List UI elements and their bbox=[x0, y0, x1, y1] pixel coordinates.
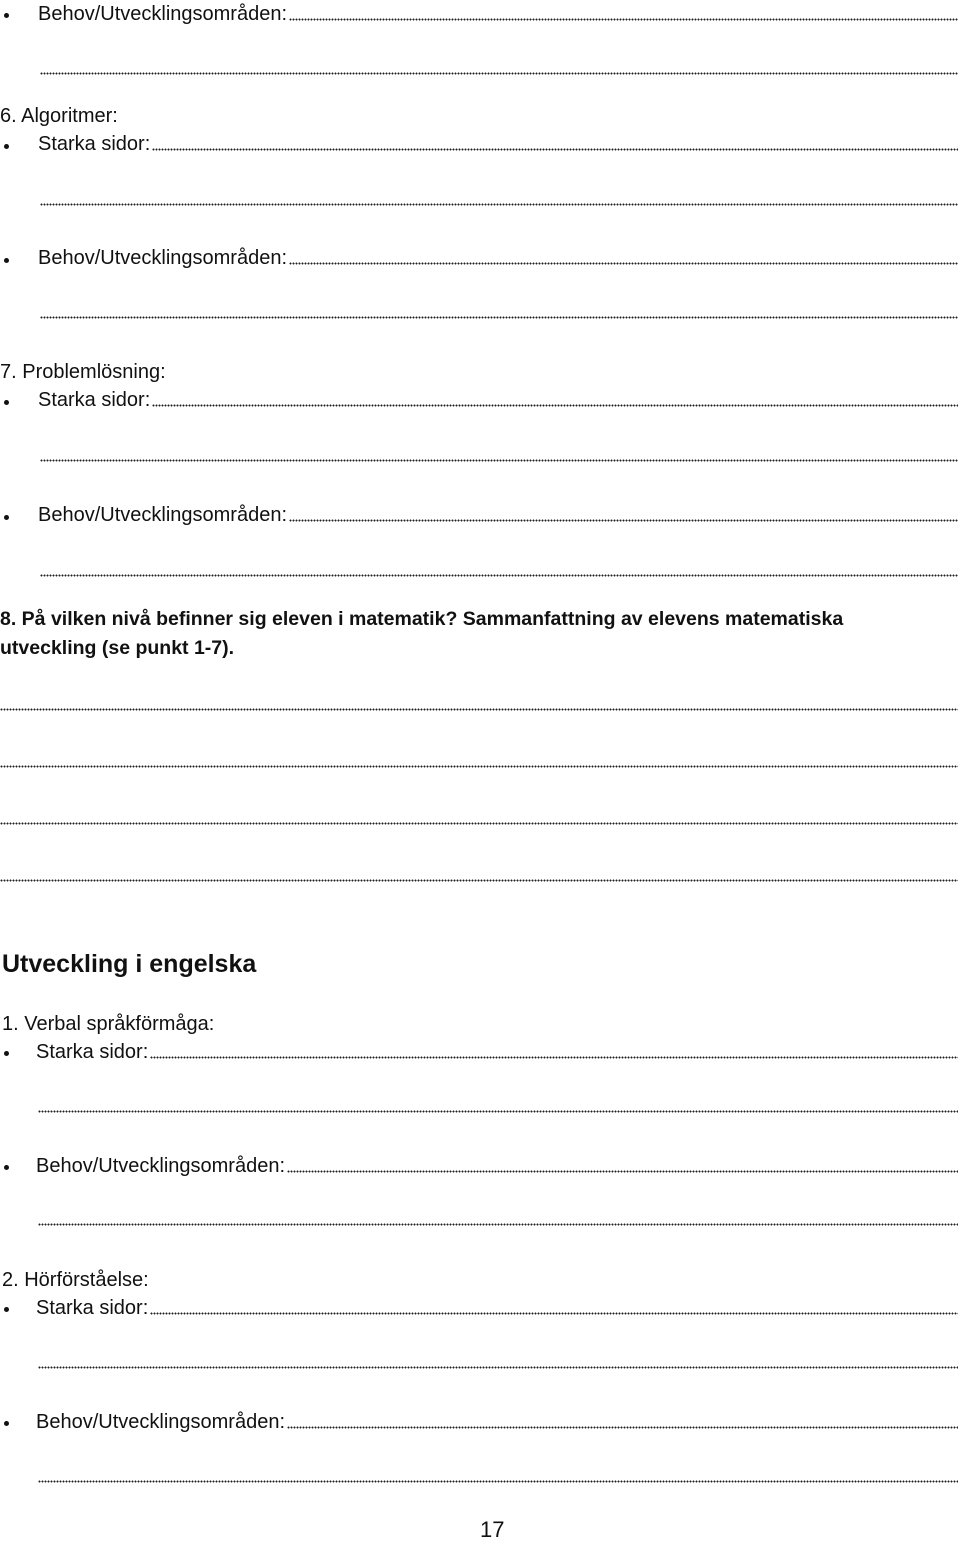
dotted-line[interactable] bbox=[38, 1480, 958, 1483]
strengths-label: Starka sidor: bbox=[36, 1297, 149, 1319]
needs-label: Behov/Utvecklingsområden: bbox=[36, 1411, 286, 1433]
dotted-line[interactable] bbox=[0, 765, 958, 768]
section-title-verbal: 1. Verbal språkförmåga: bbox=[2, 1013, 215, 1035]
bullet bbox=[4, 13, 9, 18]
dotted-line bbox=[289, 519, 958, 522]
bullet bbox=[4, 400, 9, 405]
bullet bbox=[4, 1307, 9, 1312]
section-title-problemlosning: 7. Problemlösning: bbox=[0, 361, 166, 383]
dotted-line bbox=[287, 1426, 958, 1429]
strengths-field-horforstaelse[interactable] bbox=[36, 1296, 958, 1320]
bullet bbox=[4, 1421, 9, 1426]
section-heading-engelska: Utveckling i engelska bbox=[2, 950, 257, 978]
dotted-line bbox=[150, 1312, 958, 1315]
needs-field-verbal[interactable] bbox=[36, 1154, 958, 1178]
section-title-horforstaelse: 2. Hörförståelse: bbox=[2, 1269, 149, 1291]
needs-field-top[interactable] bbox=[38, 2, 958, 26]
dotted-line bbox=[150, 1056, 958, 1059]
needs-field-horforstaelse[interactable] bbox=[36, 1410, 958, 1434]
strengths-label: Starka sidor: bbox=[38, 389, 151, 411]
dotted-line[interactable] bbox=[40, 316, 958, 319]
needs-label: Behov/Utvecklingsområden: bbox=[38, 247, 288, 269]
question-niva: 8. På vilken nivå befinner sig eleven i matematik? Sammanfattning av elevens matematiska bbox=[0, 608, 844, 630]
bullet bbox=[4, 1051, 9, 1056]
page-number: 17 bbox=[480, 1517, 505, 1542]
dotted-line[interactable] bbox=[38, 1223, 958, 1226]
dotted-line[interactable] bbox=[38, 1366, 958, 1369]
dotted-line bbox=[287, 1170, 958, 1173]
dotted-line[interactable] bbox=[38, 1110, 958, 1113]
needs-label: Behov/Utvecklingsområden: bbox=[38, 3, 288, 25]
dotted-line[interactable] bbox=[40, 574, 958, 577]
dotted-line[interactable] bbox=[0, 822, 958, 825]
needs-label: Behov/Utvecklingsområden: bbox=[36, 1155, 286, 1177]
strengths-field-verbal[interactable] bbox=[36, 1040, 958, 1064]
section-title-algoritmer: 6. Algoritmer: bbox=[0, 105, 118, 127]
dotted-line bbox=[152, 404, 958, 407]
question-niva-cont: utveckling (se punkt 1-7). bbox=[0, 637, 235, 659]
strengths-field-algoritmer[interactable] bbox=[38, 132, 958, 156]
dotted-line[interactable] bbox=[40, 72, 958, 75]
dotted-line[interactable] bbox=[40, 203, 958, 206]
dotted-line bbox=[289, 18, 958, 21]
needs-label: Behov/Utvecklingsområden: bbox=[38, 504, 288, 526]
needs-field-algoritmer[interactable] bbox=[38, 246, 958, 270]
bullet bbox=[4, 258, 9, 263]
dotted-line[interactable] bbox=[0, 708, 958, 711]
bullet bbox=[4, 515, 9, 520]
bullet bbox=[4, 144, 9, 149]
dotted-line bbox=[289, 262, 958, 265]
dotted-line bbox=[152, 148, 958, 151]
strengths-field-problemlosning[interactable] bbox=[38, 388, 958, 412]
dotted-line[interactable] bbox=[0, 879, 958, 882]
strengths-label: Starka sidor: bbox=[36, 1041, 149, 1063]
needs-field-problemlosning[interactable] bbox=[38, 503, 958, 527]
strengths-label: Starka sidor: bbox=[38, 133, 151, 155]
dotted-line[interactable] bbox=[40, 459, 958, 462]
bullet bbox=[4, 1165, 9, 1170]
